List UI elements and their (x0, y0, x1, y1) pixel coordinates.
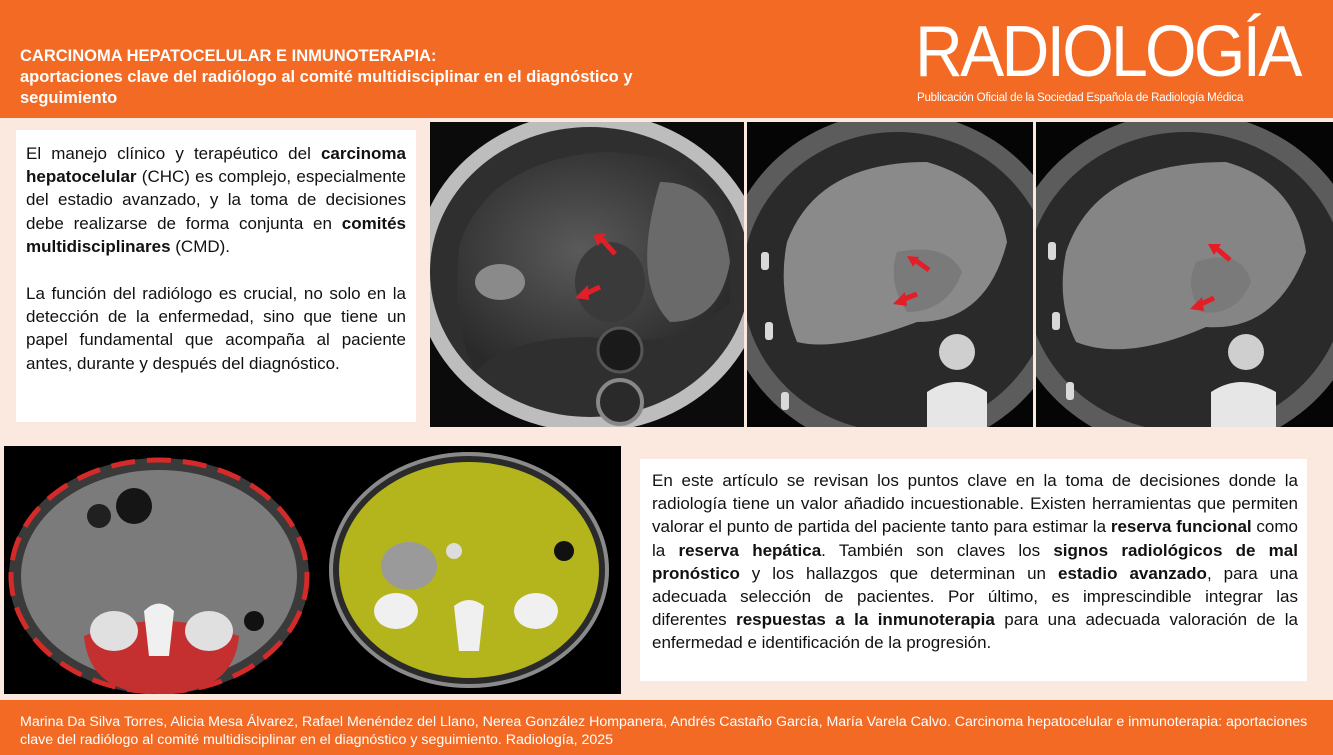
citation-text: Marina Da Silva Torres, Alicia Mesa Álvarez, Rafael Menéndez del Llano, Nerea González Hompanera, Andrés Castaño García, María Varela Calvo. Carcinoma hepatocelular e inmunoterapia: aportaciones clave del radiólogo al comité multidisciplinar en el diagnóstico y seguimiento. Radiología, 2025 (20, 714, 1308, 748)
journal-subtitle: Publicación Oficial de la Sociedad Española de Radiología Médica (917, 92, 1244, 104)
journal-name: RADIOLOGÍA (915, 12, 1300, 92)
mri-t2-axial-image (430, 122, 744, 427)
imaging-row (430, 122, 1333, 427)
intro-text-panel (16, 130, 416, 422)
ct-axial-image-2 (1036, 122, 1333, 427)
journal-logo (915, 8, 1320, 113)
segmentation-images (4, 446, 621, 694)
ct-axial-image-1 (747, 122, 1033, 427)
poster-title (20, 46, 660, 109)
summary-text-panel (640, 459, 1307, 681)
title-line-1: CARCINOMA HEPATOCELULAR E INMUNOTERAPIA: (20, 47, 437, 65)
ct-muscle-segmentation-image (9, 458, 309, 694)
intro-paragraph-2: La función del radiólogo es crucial, no solo en la detección de la enfermedad, sino que tiene un papel fundamental que acompaña al paciente antes, durante y después del diagnóstico. (26, 284, 406, 373)
intro-paragraph-1: El manejo clínico y terapéutico del carcinoma hepatocelular (CHC) es complejo, especialmente del estadio avanzado, y la toma de decisiones debe realizarse de forma conjunta en comités multidisciplinares (CMD). (26, 144, 406, 256)
summary-paragraph: En este artículo se revisan los puntos clave en la toma de decisiones donde la radiología tiene un valor añadido incuestionable. Existen herramientas que permiten valorar el punto de partida del paciente tanto para estimar la reserva funcional como la reserva hepática. También son claves los signos radiológicos de mal pronóstico y los hallazgos que determinan un estadio avanzado, para una adecuada selección de pacientes. Por último, es imprescindible integrar las diferentes respuestas a la inmunoterapia para una adecuada valoración de la enfermedad e identificación de la progresión. (652, 471, 1298, 653)
ct-fat-segmentation-image (329, 452, 609, 688)
title-line-2: aportaciones clave del radiólogo al comité multidisciplinar en el diagnóstico y seguimiento (20, 68, 633, 107)
